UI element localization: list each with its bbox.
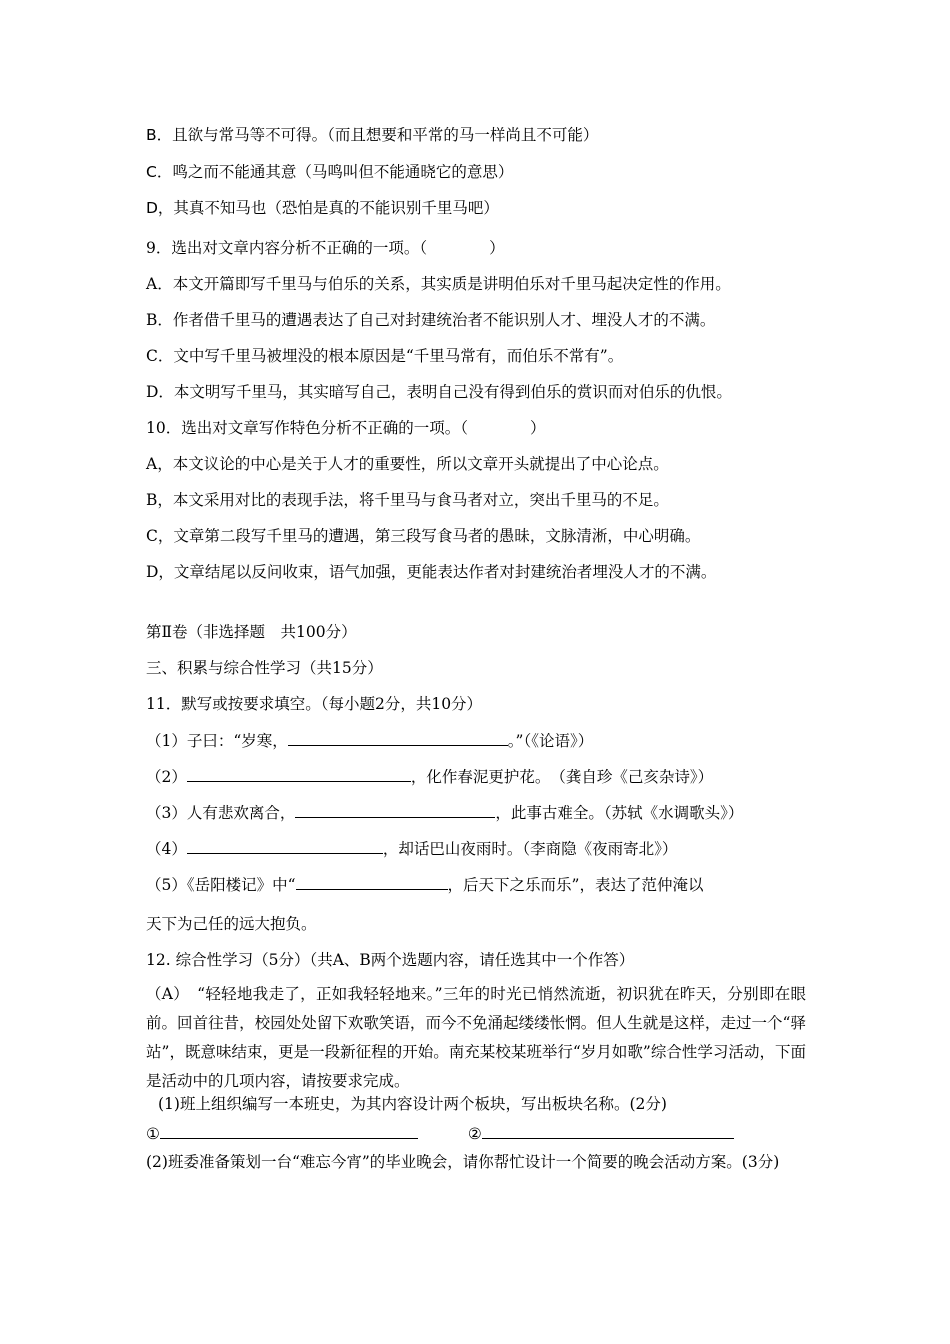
q11-item-2: （2） ，化作春泥更护花。 （龚自珍《己亥杂诗》） xyxy=(146,765,713,788)
answer-blank[interactable] xyxy=(187,765,411,782)
answer-blank[interactable] xyxy=(160,1122,418,1139)
q11-item-5: （5）《岳阳楼记》中“ ，后天下之乐而乐”，表达了范仲淹以 xyxy=(146,873,703,896)
q8-option-b: B．且欲与常马等不可得。（而且想要和平常的马一样尚且不可能） xyxy=(146,126,599,144)
q8-option-d: D，其真不知马也（恐怕是真的不能识别千里马吧） xyxy=(146,199,499,217)
q12-stem: 12. 综合性学习（5分）（共A、B两个选题内容，请任选其中一个作答） xyxy=(146,951,635,969)
answer-blank[interactable] xyxy=(296,873,448,890)
q12-subquestion-2: (2)班委准备策划一台“难忘今宵”的毕业晚会，请你帮忙设计一个简要的晚会活动方案。(3分) xyxy=(146,1153,780,1171)
q9-option-a: A．本文开篇即写千里马与伯乐的关系，其实质是讲明伯乐对千里马起决定性的作用。 xyxy=(146,275,731,293)
q9-stem: 9．选出对文章内容分析不正确的一项。（ ） xyxy=(146,239,505,257)
q11-item-1: （1）子曰：“岁寒， 。”（《论语》） xyxy=(146,729,593,752)
q10-stem: 10．选出对文章写作特色分析不正确的一项。（ ） xyxy=(146,419,546,437)
answer-blank[interactable] xyxy=(482,1122,734,1139)
q10-option-c: C，文章第二段写千里马的遭遇，第三段写食马者的愚昧，文脉清淅，中心明确。 xyxy=(146,527,701,545)
q10-option-a: A，本文议论的中心是关于人才的重要性，所以文章开头就提出了中心论点。 xyxy=(146,455,669,473)
section-2-title: 第Ⅱ卷（非选择题 共100分） xyxy=(146,623,357,641)
q9-option-b: B．作者借千里马的遭遇表达了自己对封建统治者不能识别人才、埋没人才的不满。 xyxy=(146,311,716,329)
q9-option-c: C．文中写千里马被埋没的根本原因是“千里马常有，而伯乐不常有”。 xyxy=(146,347,624,365)
q10-option-d: D，文章结尾以反问收束，语气加强，更能表达作者对封建统治者埋没人才的不满。 xyxy=(146,563,717,581)
q8-option-c: C．鸣之而不能通其意（马鸣叫但不能通晓它的意思） xyxy=(146,163,514,181)
answer-blank[interactable] xyxy=(187,837,383,854)
q10-option-b: B，本文采用对比的表现手法，将千里马与食马者对立，突出千里马的不足。 xyxy=(146,491,669,509)
q9-option-d: D．本文明写千里马，其实暗写自己，表明自己没有得到伯乐的赏识而对伯乐的仇恨。 xyxy=(146,383,732,401)
answer-blank[interactable] xyxy=(288,729,508,746)
answer-blank[interactable] xyxy=(295,801,495,818)
part-3-title: 三、积累与综合性学习（共15分） xyxy=(146,659,383,677)
q12-subquestion-1: (1)班上组织编写一本班史，为其内容设计两个板块，写出板块名称。(2分) xyxy=(158,1095,667,1113)
q12-passage-a: （A） “轻轻地我走了，正如我轻轻地来。”三年的时光已悄然流逝，初识犹在昨天，分别即在眼前。回首往昔，校园处处留下欢歌笑语，而今不免涌起缕缕怅惘。但人生就是这样，走过一个“驿站”，既意味结束，更是一段新征程的开始。南充某校某班举行“岁月如歌”综合性学习活动，下面是活动中的几项内容，请按要求完成。 xyxy=(146,985,806,1090)
q12-answer-blanks: ① ② xyxy=(146,1122,734,1145)
q11-item-4: （4） ，却话巴山夜雨时。（李商隐《夜雨寄北》） xyxy=(146,837,677,860)
q11-item-5-continued: 天下为己任的远大抱负。 xyxy=(146,915,317,933)
q11-stem: 11．默写或按要求填空。（每小题2分，共10分） xyxy=(146,695,483,713)
q11-item-3: （3）人有悲欢离合， ，此事古难全。（苏轼《水调歌头》） xyxy=(146,801,743,824)
